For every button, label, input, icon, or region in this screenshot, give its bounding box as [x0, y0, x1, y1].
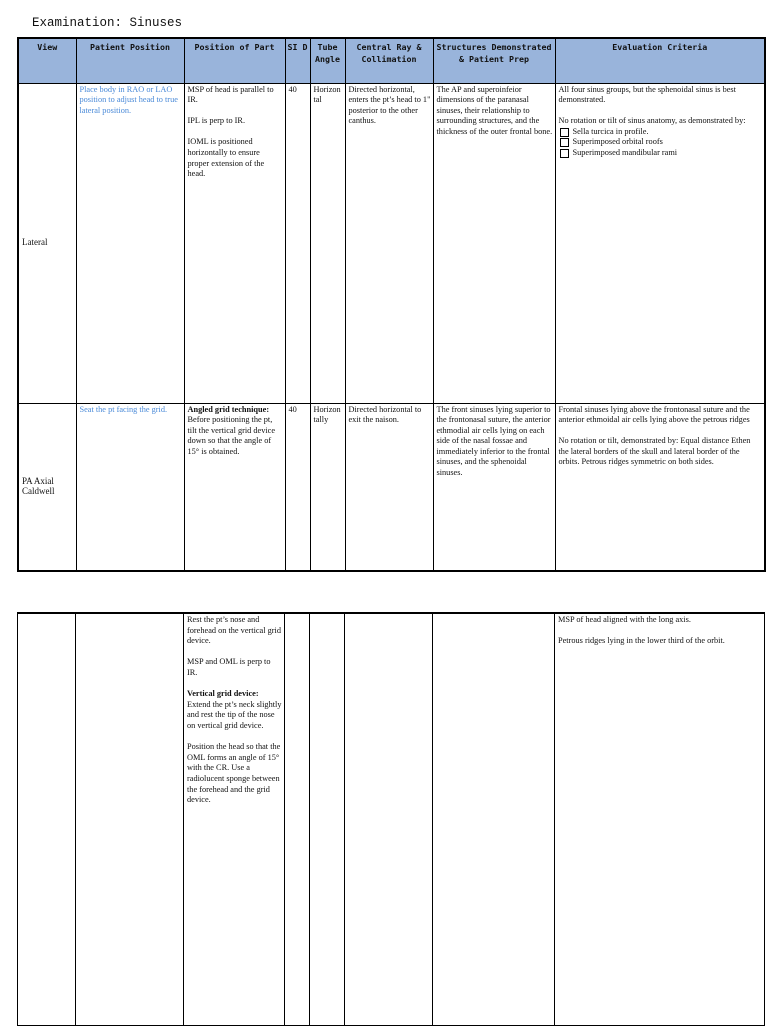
- part-text: Before positioning the pt, tilt the vertical grid device down so that the angle of 15° is obtained.: [187, 415, 276, 456]
- eval-text: MSP of head aligned with the long axis.: [558, 615, 691, 624]
- header-tube-angle: Tube Angle: [310, 38, 345, 83]
- eval-text: No rotation or tilt, demonstrated by: Equal distance Ethen the lateral borders of the skull and lateral border of the orbits. Petrous ridges symmetric on both sides.: [558, 436, 751, 467]
- eval-text: Frontal sinuses lying above the frontonasal suture and the anterior ethmoidal air cells lying above the petrous ridges: [558, 404, 750, 425]
- part-heading: Vertical grid device:: [187, 689, 259, 699]
- structures-lateral: The AP and superoinfeior dimensions of the paranasal sinuses, their relationship to surrounding structures, and the thickness of the outer frontal bone.: [433, 83, 555, 403]
- part-text: Extend the pt’s neck slightly and rest the tip of the nose on vertical grid device.: [187, 699, 282, 730]
- evaluation-lateral: [555, 83, 765, 403]
- view-continued: [18, 613, 76, 1025]
- header-position-of-part: Position of Part: [184, 38, 285, 83]
- eval-text: Petrous ridges lying in the lower third of the orbit.: [558, 636, 725, 646]
- header-sid: SI D: [285, 38, 310, 83]
- view-pa-axial: PA Axial Caldwell: [18, 403, 76, 571]
- view-lateral: Lateral: [18, 83, 76, 403]
- header-row: [18, 38, 765, 83]
- table-row-lateral: [18, 83, 765, 403]
- header-view: View: [18, 38, 76, 83]
- header-central-ray: Central Ray & Collimation: [345, 38, 433, 83]
- position-of-part-pa-axial: [184, 403, 285, 571]
- checklist-item: Superimposed orbital roofs: [559, 137, 763, 148]
- part-text: IOML is positioned horizontally to ensure proper extension of the head.: [187, 137, 265, 179]
- part-text: MSP and OML is perp to IR.: [187, 657, 271, 677]
- positioning-table-continued: [17, 612, 765, 1026]
- central-ray-lateral: Directed horizontal, enters the pt’s head to 1" posterior to the other canthus.: [345, 83, 433, 403]
- position-of-part-lateral: [184, 83, 285, 403]
- eval-text: All four sinus groups, but the sphenoidal sinus is best demonstrated.: [558, 84, 736, 105]
- eval-text: No rotation or tilt of sinus anatomy, as demonstrated by:: [558, 116, 746, 126]
- patient-position-continued: [76, 613, 184, 1025]
- evaluation-continued: [555, 613, 765, 1025]
- tube-angle-lateral: Horizontal: [310, 83, 345, 403]
- page-title: Examination: Sinuses: [32, 16, 183, 30]
- tube-angle-pa-axial: Horizontally: [310, 403, 345, 571]
- part-heading: Angled grid technique:: [187, 404, 270, 414]
- checkbox-icon: [560, 149, 569, 158]
- central-ray-pa-axial: Directed horizontal to exit the naison.: [345, 403, 433, 571]
- patient-position-pa-axial: Seat the pt facing the grid.: [76, 403, 184, 571]
- sid-continued: [285, 613, 310, 1025]
- checkbox-icon: [560, 128, 569, 137]
- header-patient-position: Patient Position: [76, 38, 184, 83]
- part-text: Rest the pt’s nose and forehead on the vertical grid device.: [187, 615, 281, 646]
- part-text: IPL is perp to IR.: [187, 116, 246, 126]
- table-row-pa-axial: [18, 403, 765, 571]
- structures-continued: [433, 613, 555, 1025]
- header-evaluation: Evaluation Criteria: [555, 38, 765, 83]
- evaluation-pa-axial: [555, 403, 765, 571]
- checklist-item: Superimposed mandibular rami: [559, 148, 763, 159]
- central-ray-continued: [345, 613, 433, 1025]
- table-row-continued: [18, 613, 765, 1025]
- part-text: MSP of head is parallel to IR.: [187, 84, 274, 105]
- checklist-item: Sella turcica in profile.: [559, 127, 763, 138]
- position-of-part-continued: [184, 613, 285, 1025]
- sid-pa-axial: 40: [285, 403, 310, 571]
- checkbox-icon: [560, 138, 569, 147]
- sid-lateral: 40: [285, 83, 310, 403]
- structures-pa-axial: The front sinuses lying superior to the frontonasal suture, the anterior ethmodial air cells lying on each side of the nasal fossae and immediately inferior to the frontal sinuses, and the sphenoidal sinuses.: [433, 403, 555, 571]
- part-text: Position the head so that the OML forms an angle of 15° with the CR. Use a radiolucent sponge between the forehead and the grid device.: [187, 742, 281, 805]
- positioning-table: [17, 37, 766, 572]
- header-structures: Structures Demonstrated & Patient Prep: [433, 38, 555, 83]
- patient-position-lateral: Place body in RAO or LAO position to adjust head to true lateral position.: [76, 83, 184, 403]
- tube-angle-continued: [310, 613, 345, 1025]
- part-block: [187, 689, 282, 731]
